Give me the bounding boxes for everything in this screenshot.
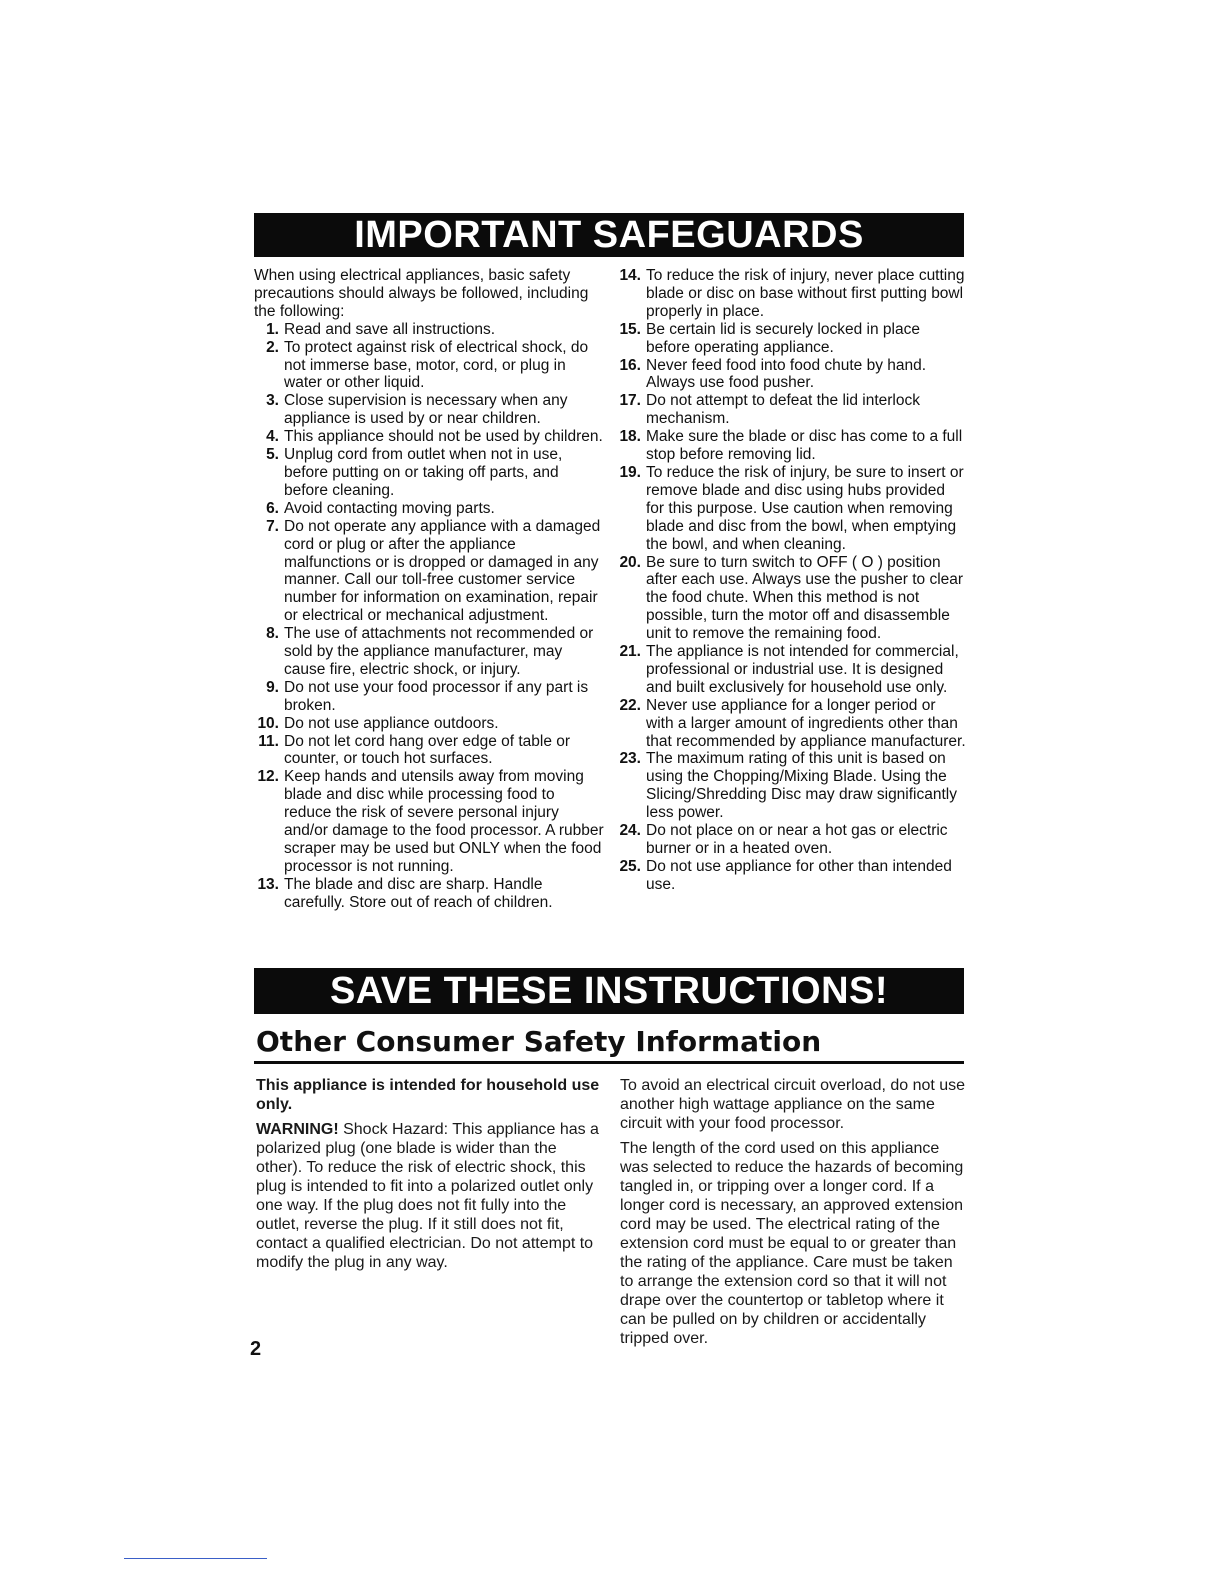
safeguard-number: 11. xyxy=(258,732,279,750)
safeguard-text: Unplug cord from outlet when not in use, before putting on or taking off parts, and before cleaning. xyxy=(284,446,563,499)
safeguard-list-left xyxy=(254,321,604,912)
safeguard-number: 14. xyxy=(619,267,641,284)
safeguard-item xyxy=(254,446,604,500)
household-note: This appliance is intended for household use only. xyxy=(256,1077,600,1113)
footer-rule xyxy=(124,1558,267,1559)
safeguard-number: 5. xyxy=(266,446,279,464)
safeguard-number: 2. xyxy=(266,338,279,356)
warning-text: Shock Hazard: This appliance has a polarized plug (one blade is wider than the other). To reduce the risk of electric shock, this plug is intended to fit into a polarized outlet only one way. If the plug does not fit fully into the outlet, reverse the plug. If it still does not fit, contact a qualified electrician. Do not attempt to modify the plug in any way. xyxy=(256,1121,599,1271)
safeguard-item xyxy=(254,715,604,733)
safeguard-text: Make sure the blade or disc has come to a full stop before removing lid. xyxy=(646,428,963,464)
safeguard-number: 6. xyxy=(266,499,279,517)
safeguard-number: 24. xyxy=(619,822,641,840)
safeguard-text: Be certain lid is securely locked in place before operating appliance. xyxy=(646,320,920,356)
safeguard-list-right xyxy=(616,267,966,894)
safeguard-number: 4. xyxy=(266,428,279,446)
other-info-right xyxy=(620,1076,966,1354)
safeguard-text: Do not operate any appliance with a damaged cord or plug or after the appliance malfunctions or is dropped or damaged in any manner. Call our toll-free customer service number for information on examination, repair or electrical or mechanical adjustment. xyxy=(284,517,601,625)
section-title: Other Consumer Safety Information xyxy=(256,1025,822,1058)
warning-label: WARNING! xyxy=(256,1121,339,1138)
safeguard-text: To protect against risk of electrical shock, do not immerse base, motor, cord, or plug in water or other liquid. xyxy=(284,338,589,392)
safeguard-text: Never use appliance for a longer period or with a larger amount of ingredients other than that recommended by appliance manufacturer. xyxy=(646,696,966,750)
safeguard-item xyxy=(616,267,966,321)
safeguard-item xyxy=(254,428,604,446)
safeguard-text: Read and save all instructions. xyxy=(284,320,496,338)
safeguard-item xyxy=(254,500,604,518)
safeguard-text: The maximum rating of this unit is based on using the Chopping/Mixing Blade. Using the Slicing/Shredding Disc may draw significantly less power. xyxy=(646,750,957,822)
safeguard-text: This appliance should not be used by children. xyxy=(284,428,603,446)
safeguard-text: Avoid contacting moving parts. xyxy=(284,499,495,517)
safeguard-text: Do not let cord hang over edge of table or counter, or touch hot surfaces. xyxy=(284,732,571,768)
safeguard-number: 16. xyxy=(619,356,641,374)
safeguard-item xyxy=(616,643,966,697)
warning-paragraph xyxy=(256,1120,602,1272)
safeguards-column-left xyxy=(254,267,604,912)
safeguard-item xyxy=(616,428,966,464)
safeguard-number: 8. xyxy=(266,625,279,643)
safeguard-item xyxy=(254,518,604,625)
safeguard-text: Do not attempt to defeat the lid interlock mechanism. xyxy=(646,392,920,428)
safeguard-text: Close supervision is necessary when any appliance is used by or near children. xyxy=(284,392,568,428)
safeguard-number: 7. xyxy=(266,517,279,535)
safeguard-number: 20. xyxy=(619,553,641,571)
save-instructions-banner: SAVE THESE INSTRUCTIONS! xyxy=(254,968,964,1014)
cord-length-paragraph: The length of the cord used on this appliance was selected to reduce the hazards of becoming tangled in, or tripping over a longer cord. If a longer cord is necessary, an approved extension cord may be used. The electrical rating of the extension cord must be equal to or greater than the rating of the appliance. Care must be taken to arrange the extension cord so that it will not drape over the countertop or tabletop where it can be pulled on by children or accidentally tripped over. xyxy=(620,1140,964,1347)
safeguard-item xyxy=(254,625,604,679)
safeguard-item xyxy=(254,392,604,428)
safeguard-item xyxy=(254,768,604,875)
safeguard-number: 18. xyxy=(619,428,641,446)
safeguard-item xyxy=(254,876,604,912)
safeguard-item xyxy=(616,464,966,554)
safeguard-number: 17. xyxy=(619,392,641,410)
safeguard-text: The blade and disc are sharp. Handle carefully. Store out of reach of children. xyxy=(284,875,553,911)
page-number: 2 xyxy=(250,1338,262,1360)
circuit-overload-paragraph: To avoid an electrical circuit overload, do not use another high wattage appliance on the same circuit with your food processor. xyxy=(620,1077,966,1132)
safeguard-item xyxy=(616,392,966,428)
safeguard-number: 1. xyxy=(266,320,279,338)
safeguard-text: Do not use your food processor if any part is broken. xyxy=(284,678,589,714)
safeguard-number: 22. xyxy=(619,696,641,714)
safeguard-item xyxy=(254,733,604,769)
safeguard-number: 23. xyxy=(619,750,641,768)
safeguard-text: The use of attachments not recommended or sold by the appliance manufacturer, may cause fire, electric shock, or injury. xyxy=(284,625,594,678)
section-rule xyxy=(254,1061,964,1064)
safeguard-text: Do not use appliance outdoors. xyxy=(284,714,499,732)
safeguard-number: 21. xyxy=(619,643,641,661)
other-info-left xyxy=(256,1076,602,1278)
safeguard-text: Keep hands and utensils away from moving blade and disc while processing food to reduce the risk of severe personal injury and/or damage to the food processor. A rubber scraper may be used but ONLY when the food processor is not running. xyxy=(284,768,604,875)
safeguard-item xyxy=(616,858,966,894)
safeguard-text: To reduce the risk of injury, be sure to insert or remove blade and disc using hubs provided for this purpose. Use caution when removing blade and disc from the bowl, when emptying the bowl, and when cleaning. xyxy=(646,463,964,553)
safeguard-number: 25. xyxy=(619,857,641,875)
safeguard-text: To reduce the risk of injury, never place cutting blade or disc on base without first putting bowl properly in place. xyxy=(646,267,965,320)
safeguard-item xyxy=(254,321,604,339)
safeguards-column-right xyxy=(616,267,966,894)
safeguard-item xyxy=(616,822,966,858)
safeguard-number: 15. xyxy=(619,320,641,338)
safeguard-item xyxy=(616,750,966,822)
safeguard-item xyxy=(616,357,966,393)
safeguard-text: The appliance is not intended for commercial, professional or industrial use. It is designed and built exclusively for household use only. xyxy=(646,643,959,696)
safeguard-number: 13. xyxy=(257,875,279,893)
safeguard-item xyxy=(616,321,966,357)
safeguard-text: Be sure to turn switch to OFF ( O ) position after each use. Always use the pusher to clear the food chute. When this method is not possible, turn the motor off and disassemble unit to remove the remaining food. xyxy=(646,553,964,643)
safeguard-item xyxy=(254,339,604,393)
safeguard-text: Do not place on or near a hot gas or electric burner or in a heated oven. xyxy=(646,822,948,857)
safeguard-number: 19. xyxy=(619,463,641,481)
safeguard-item xyxy=(616,554,966,644)
important-safeguards-banner: IMPORTANT SAFEGUARDS xyxy=(254,213,964,257)
safeguard-item xyxy=(616,697,966,751)
safeguard-number: 3. xyxy=(266,392,279,410)
safeguard-number: 12. xyxy=(257,768,279,786)
intro-text: When using electrical appliances, basic safety precautions should always be followed, including the following: xyxy=(254,267,589,320)
safeguard-text: Do not use appliance for other than intended use. xyxy=(646,857,952,893)
safeguard-text: Never feed food into food chute by hand. Always use food pusher. xyxy=(646,356,927,392)
safeguard-number: 9. xyxy=(266,678,279,696)
safeguard-number: 10. xyxy=(257,714,279,732)
safeguard-item xyxy=(254,679,604,715)
